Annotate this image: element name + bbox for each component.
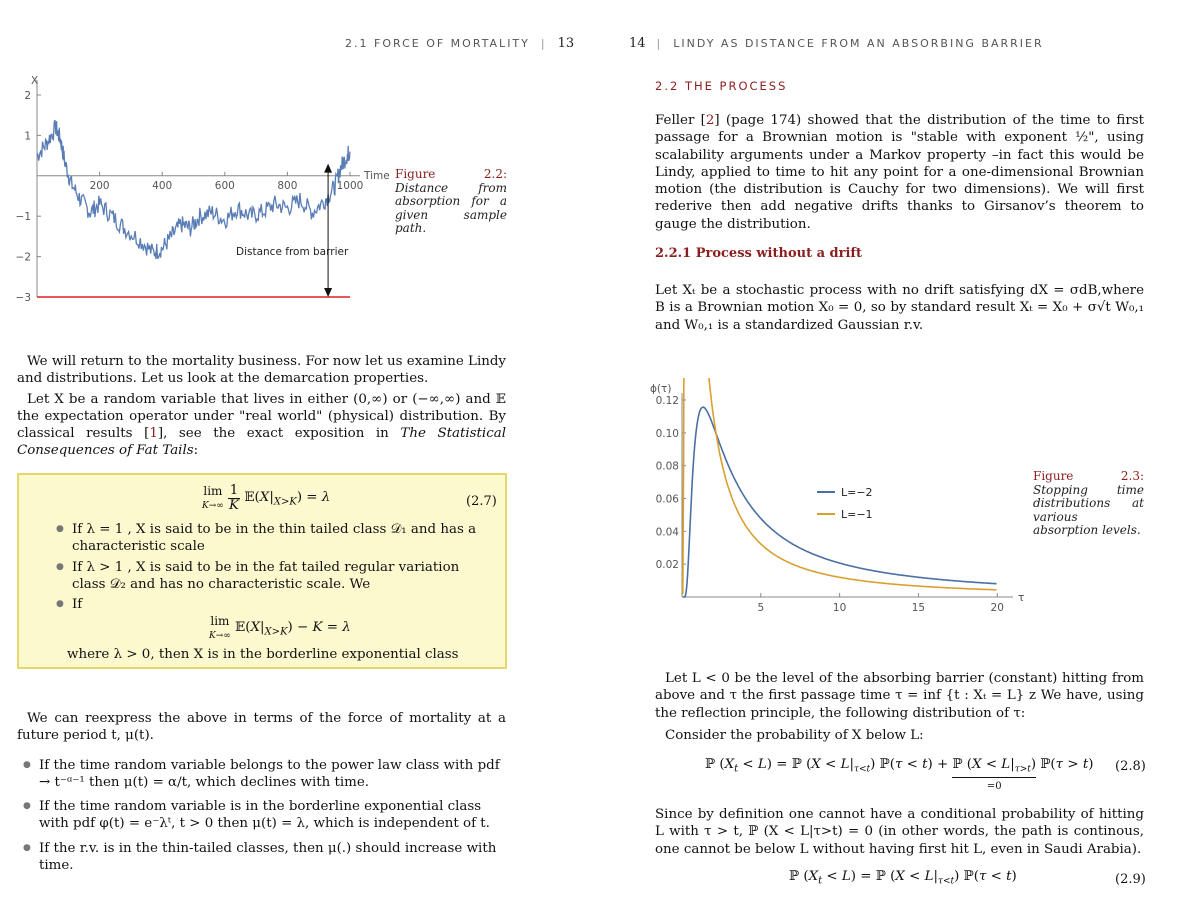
- citation-link-2[interactable]: 2: [705, 113, 715, 128]
- equation-2-8: ℙ $(X_t < L)$ = ℙ $(X < L|_{\tau<t})$ ℙ(τ < t) + ℙ $(X < L|_{\tau>t})$ =0 ℙ(τ > t): [705, 757, 1094, 792]
- left-running-header: 2.1 FORCE OF MORTALITY | 13: [345, 36, 575, 51]
- chart1-x-label: Time: [364, 170, 390, 182]
- chart1-y-tick-label: 1: [24, 130, 31, 143]
- chart2-y-tick-label: 0.02: [655, 559, 679, 572]
- chart2-x-tick-label: 20: [990, 602, 1004, 614]
- chart1-x-tick-label: 600: [214, 179, 235, 192]
- chart2-y-tick-label: 0.08: [655, 460, 679, 473]
- box-bullet-2: ● If λ > 1 , X is said to be in the fat tailed regular variation class 𝒟₂ and has no characteristic scale. We: [50, 559, 496, 594]
- stopping-time-chart: [645, 378, 1035, 618]
- sample-path-line: [37, 120, 350, 259]
- chart1-y-tick-label: 2: [24, 90, 31, 102]
- figure-2-2-caption: [395, 168, 507, 236]
- chart2-y-label: ϕ(τ): [650, 383, 672, 395]
- figure-2-3-label: Figure 2.3:: [1033, 469, 1144, 483]
- right-para-4: Consider the probability of X below L:: [665, 727, 924, 743]
- right-para-3: Let L < 0 be the level of the absorbing barrier (constant) hitting from above and τ the first passage time τ = inf {t : Xₜ = L} z We have, using the reflection principle, the following distribution of τ:: [655, 671, 1144, 721]
- left-para-3: We can reexpress the above in terms of the force of mortality at a future period t, μ(t).: [17, 711, 506, 744]
- equation-2-9: ℙ $(X_t < L)$ = ℙ $(X < L|_{\tau<t})$ ℙ(τ < t): [789, 869, 1017, 887]
- chart1-x-tick-label: 400: [152, 179, 173, 192]
- chart2-y-tick-label: 0.12: [655, 395, 679, 407]
- chart2-y-tick-label: 0.04: [655, 526, 679, 539]
- equation-2-8-number: (2.8): [1115, 759, 1146, 774]
- left-page-number: 13: [557, 36, 575, 51]
- equation-2-7: lim K→∞ 1 K $𝔼(X|_{X>K}) = \lambda$: [202, 483, 331, 513]
- chart1-y-tick-label: −2: [15, 251, 31, 264]
- figure-2-3-caption: [1033, 470, 1144, 538]
- chart1-y-label: X: [31, 75, 39, 87]
- density-line-L-minus-2: [683, 407, 997, 597]
- sample-path-chart: [0, 70, 395, 310]
- equation-2-9-number: (2.9): [1115, 872, 1146, 887]
- equation-2-7-number: (2.7): [466, 494, 497, 509]
- chart1-y-tick-label: −1: [15, 211, 31, 224]
- borderline-equation: lim K→∞ $𝔼(X|_{X>K}) - K = \lambda$: [209, 614, 351, 641]
- right-para-2: Let Xₜ be a stochastic process with no drift satisfying dX = σdB,where B is a Brownian motion X₀ = 0, so by standard result Xₜ = X₀ + σ√t W₀,₁ and W₀,₁ is a standardized Gaussian r.v.: [655, 283, 1144, 333]
- chart1-annotation: Distance from barrier: [236, 246, 349, 258]
- distance-arrow-head-up: [324, 164, 332, 173]
- right-para-1: Feller [2] (page 174) showed that the distribution of the time to first passage for a Brownian motion is "stable with exponent ½", using scalability arguments under a Markov property –in fact this would be Lindy, applied to time to hit any point for a one-dimensional Brownian motion (the distribution is Cauchy for two dimensions). We will first rederive then add negative drifts thanks to Girsanov’s theorem to gauge the distribution.: [655, 113, 1144, 232]
- citation-link-1[interactable]: 1: [149, 426, 158, 442]
- equation-2-8-underbrace: =0: [986, 781, 1002, 792]
- figure-2-2-text: Distance from absorption for a given sample path.: [395, 180, 507, 235]
- right-running-title: LINDY AS DISTANCE FROM AN ABSORBING BARRIER: [673, 37, 1044, 50]
- legend-label: L=−1: [841, 508, 873, 521]
- right-running-header: 14 | LINDY AS DISTANCE FROM AN ABSORBING BARRIER: [629, 36, 1044, 51]
- figure-2-3-text: Stopping time distributions at various absorption levels.: [1033, 482, 1144, 537]
- chart2-x-label: τ: [1018, 592, 1025, 604]
- section-2-2-heading: 2.2 THE PROCESS: [655, 79, 788, 93]
- chart1-x-tick-label: 200: [89, 179, 110, 192]
- legend-label: L=−2: [841, 486, 873, 499]
- book-title: The Statistical Consequences of Fat Tails: [17, 426, 506, 459]
- chart1-y-tick-label: −3: [15, 292, 31, 304]
- box-bullet-3-tail: where λ > 0, then X is in the borderline exponential class: [67, 647, 459, 662]
- chart2-y-tick-label: 0.06: [655, 493, 679, 506]
- mortality-item-3: ● If the r.v. is in the thin-tailed classes, then μ(.) should increase with time.: [17, 840, 506, 875]
- box-bullet-3: ● If: [50, 596, 496, 613]
- right-page-number: 14: [629, 36, 646, 51]
- density-line-L-minus-1: [683, 378, 997, 594]
- subsection-2-2-1-heading: 2.2.1 Process without a drift: [655, 246, 863, 261]
- left-para-2: Let X be a random variable that lives in either (0,∞) or (−∞,∞) and 𝔼 the expectation operator under "real world" (physical) distribution. By classical results [1], see the exact exposition in The Statistical Consequences of Fat Tails:: [17, 391, 506, 459]
- chart1-x-tick-label: 1000: [336, 179, 364, 192]
- chart2-x-tick-label: 5: [757, 602, 765, 614]
- distance-arrow-head-down: [324, 288, 332, 297]
- box-bullet-1: ● If λ = 1 , X is said to be in the thin tailed class 𝒟₁ and has a characteristic scale: [50, 521, 496, 556]
- mortality-item-1: ● If the time random variable belongs to the power law class with pdf → t⁻ᵅ⁻¹ then μ(t) = α/t, which declines with time.: [17, 757, 506, 792]
- chart1-x-tick-label: 800: [277, 179, 298, 192]
- chart2-y-tick-label: 0.10: [655, 427, 679, 440]
- left-running-title: 2.1 FORCE OF MORTALITY: [345, 37, 530, 50]
- figure-2-2-label: Figure 2.2:: [395, 167, 507, 181]
- chart2-x-tick-label: 15: [911, 602, 926, 614]
- left-para-1: We will return to the mortality business. For now let us examine Lindy and distributions. Let us look at the demarcation properties.: [17, 354, 506, 387]
- mortality-item-2: ● If the time random variable is in the borderline exponential class with pdf φ(t) = e⁻λᵗ, t > 0 then μ(t) = λ, which is independent of t.: [17, 798, 506, 833]
- lambda-classification-box: [17, 473, 507, 669]
- right-para-5: Since by definition one cannot have a conditional probability of hitting L with τ > t, ℙ (X < L|τ>t) = 0 (in other words, the path is continous, one cannot be below L without having first hit L, even in Saudi Arabia).: [655, 807, 1144, 857]
- chart2-x-tick-label: 10: [832, 602, 847, 614]
